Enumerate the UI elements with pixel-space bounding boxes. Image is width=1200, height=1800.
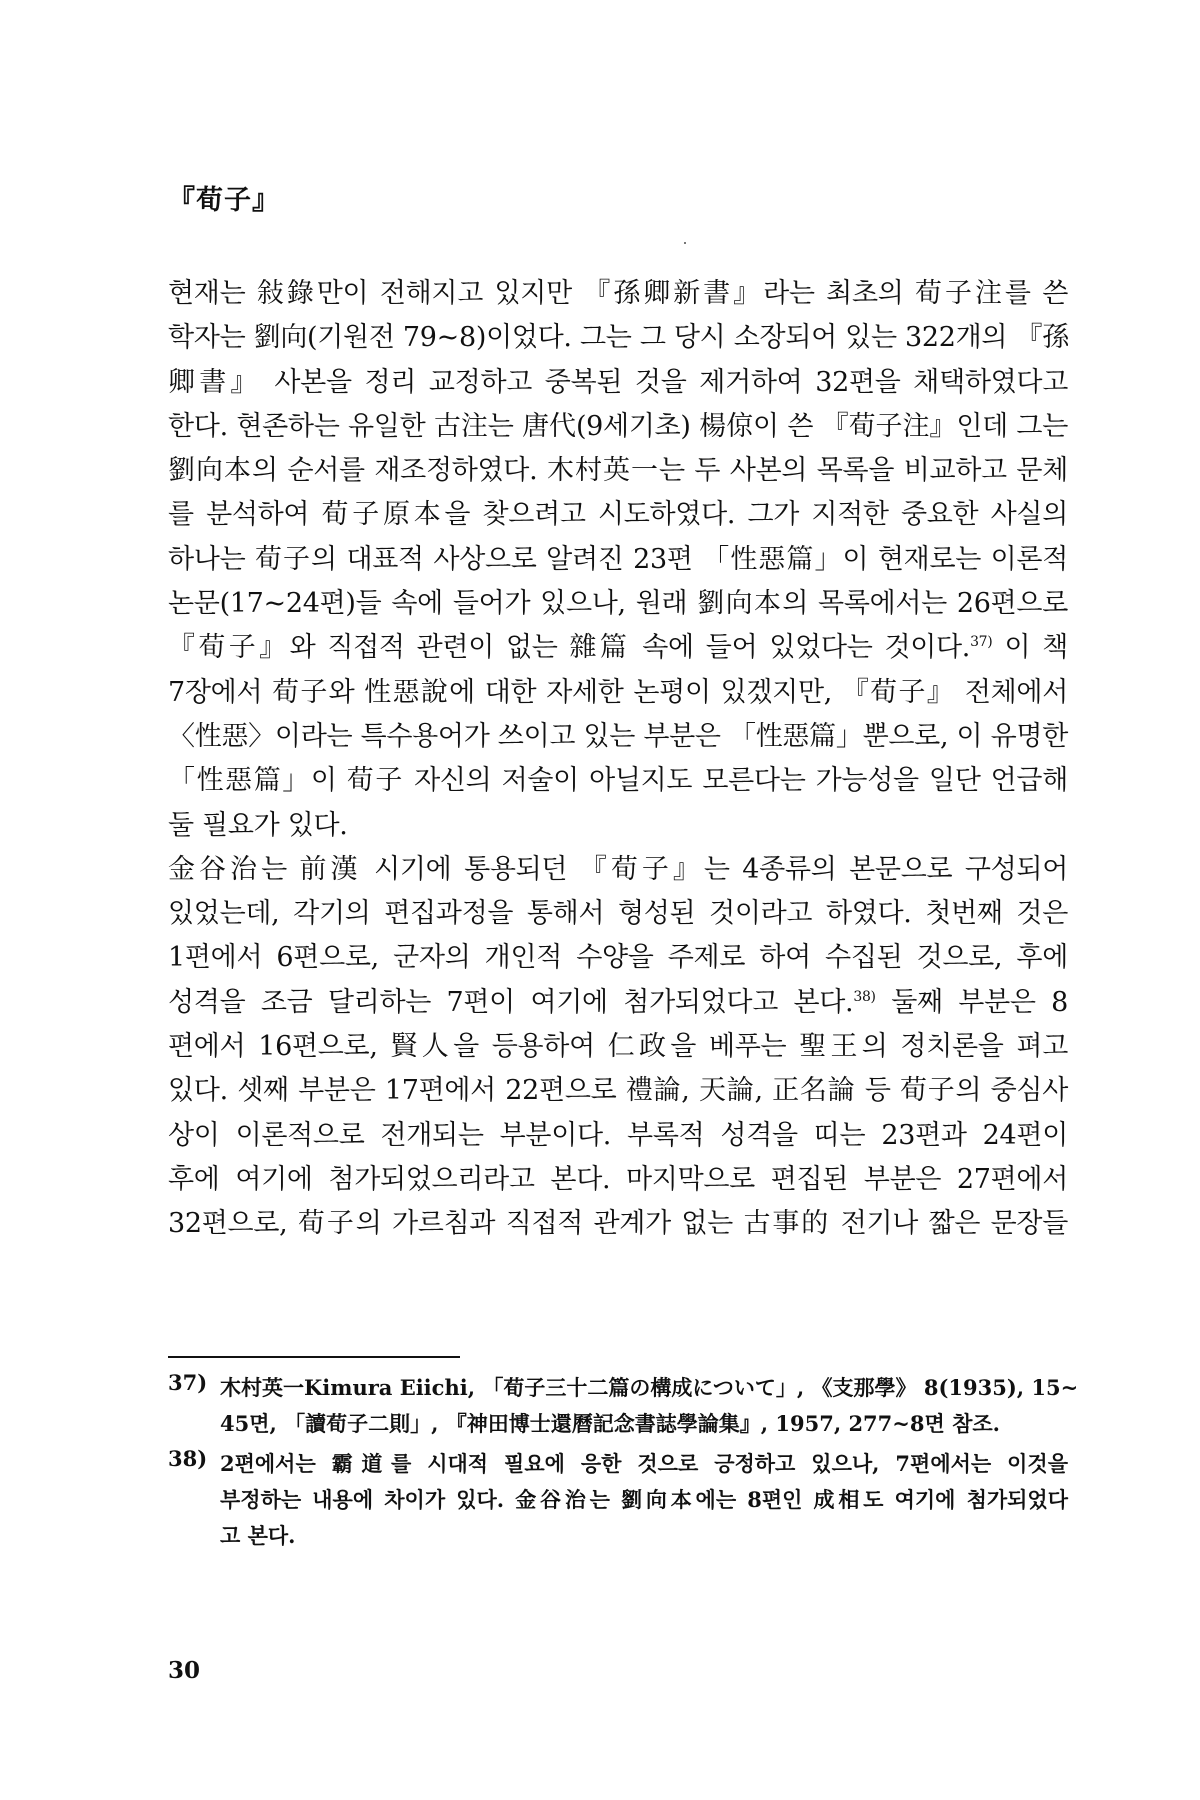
footnote-divider [168,1356,460,1358]
text-line: 학자는 劉向(기원전 79~8)이었다. 그는 그 당시 소장되어 있는 322개의 『孫 [168,322,1069,354]
text-line: 편에서 16편으로, 賢人을 등용하여 仁政을 베푸는 聖王의 정치론을 펴고 [168,1031,1068,1063]
text-line: 1편에서 6편으로, 군자의 개인적 수양을 주제로 하여 수집된 것으로, 후에 [168,942,1068,974]
text-line-with-footnote [168,626,1068,670]
footnote-line: 2편에서는 霸道를 시대적 필요에 응한 것으로 긍정하고 있으나, 7편에서는 이것을 [220,1451,1068,1476]
footnote-number: 38) [168,1446,208,1471]
footnote-38 [168,1446,1068,1554]
text-line-with-footnote [168,981,1068,1025]
footnote-number: 37) [168,1370,208,1395]
text-segment: 이 책 [992,632,1068,664]
text-segment: 둘째 부분은 8 [875,986,1069,1018]
footnote-ref-38[interactable]: 38) [853,988,876,1005]
text-line: 논문(17~24편)들 속에 들어가 있으나, 원래 劉向本의 목록에서는 26편으로 [168,588,1068,620]
footnote-line: 부정하는 내용에 차이가 있다. 金谷治는 劉向本에는 8편인 成相도 여기에 첨가되었다 [220,1487,1068,1512]
text-line: 「性惡篇」이 荀子 자신의 저술이 아닐지도 모른다는 가능성을 일단 언급해 [168,765,1068,797]
text-line: 한다. 현존하는 유일한 古注는 唐代(9세기초) 楊倞이 쓴 『荀子注』인데 그는 [168,410,1068,442]
body-text [168,272,1068,1247]
text-line: 하나는 荀子의 대표적 사상으로 알려진 23편 「性惡篇」이 현재로는 이론적 [168,543,1068,575]
text-line: 둘 필요가 있다. [168,809,348,841]
footnote-ref-37[interactable]: 37) [970,634,993,651]
text-line: 32편으로, 荀子의 가르침과 직접적 관계가 없는 古事的 전기나 짧은 문장들 [168,1208,1068,1240]
footnote-line: 고 본다. [220,1523,296,1548]
text-segment: 『荀子』와 직접적 관련이 없는 雜篇 속에 들어 있었다는 것이다. [168,632,971,664]
footnote-line: 45면, 「讀荀子二則」, 『神田博士還曆記念書誌學論集』, 1957, 277~8면 참조. [220,1411,1000,1436]
text-line: 卿書』 사본을 정리 교정하고 중복된 것을 제거하여 32편을 채택하였다고 [168,366,1068,398]
text-line: 후에 여기에 첨가되었으리라고 본다. 마지막으로 편집된 부분은 27편에서 [168,1163,1068,1195]
section-title: 『荀子』 [168,185,280,216]
text-line: 있다. 셋째 부분은 17편에서 22편으로 禮論, 天論, 正名論 등 荀子의 중심사 [168,1075,1068,1107]
text-line: 〈性惡〉이라는 특수용어가 쓰이고 있는 부분은 「性惡篇」뿐으로, 이 유명한 [168,720,1068,752]
scan-speck [684,242,686,244]
footnotes [168,1370,1079,1558]
text-line: 劉向本의 순서를 재조정하였다. 木村英一는 두 사본의 목록을 비교하고 문체 [168,455,1068,487]
page-number: 30 [168,1657,201,1684]
footnote-37 [168,1370,1079,1442]
footnote-line: 木村英一Kimura Eiichi, 「荀子三十二篇の構成について」, 《支那學》 8(1935), 15~ [220,1375,1079,1400]
text-line: 있었는데, 각기의 편집과정을 통해서 형성된 것이라고 하였다. 첫번째 것은 [168,898,1068,930]
text-line: 7장에서 荀子와 性惡說에 대한 자세한 논평이 있겠지만, 『荀子』 전체에서 [168,676,1068,708]
text-line: 상이 이론적으로 전개되는 부분이다. 부록적 성격을 띠는 23편과 24편이 [168,1119,1068,1151]
text-segment: 성격을 조금 달리하는 7편이 여기에 첨가되었다고 본다. [168,986,854,1018]
text-line: 를 분석하여 荀子原本을 찾으려고 시도하였다. 그가 지적한 중요한 사실의 [168,499,1068,531]
text-line: 金谷治는 前漢 시기에 통용되던 『荀子』는 4종류의 본문으로 구성되어 [168,853,1068,885]
text-line: 현재는 敍錄만이 전해지고 있지만 『孫卿新書』라는 최초의 荀子注를 쓴 [168,278,1068,309]
